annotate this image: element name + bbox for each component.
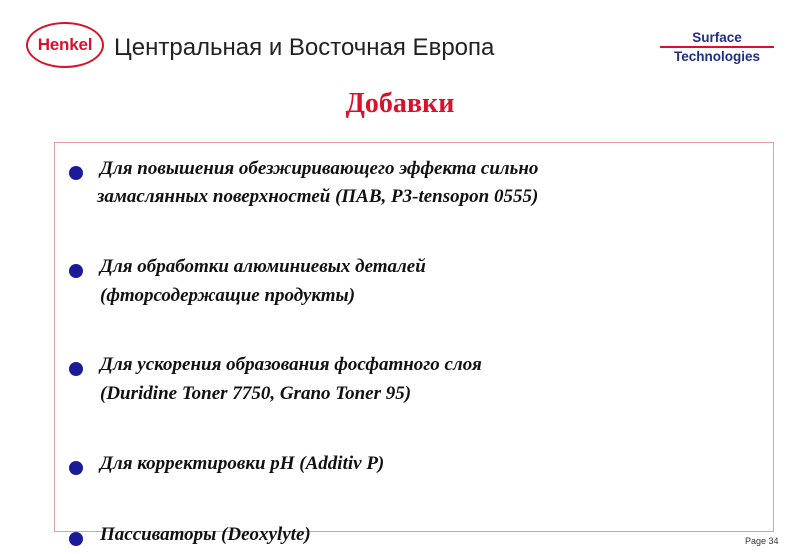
logo-text: Henkel	[37, 35, 93, 54]
bullet-dot	[69, 461, 83, 475]
bullet-text-line: Для повышения обезжиривающего эффекта сильно	[100, 158, 539, 179]
bullet-dot	[69, 362, 83, 376]
henkel-logo	[26, 22, 104, 68]
bullet-dot	[69, 264, 83, 278]
bullet-text-line: Пассиваторы (Deoxylyte)	[100, 524, 311, 545]
bullet-text-line: Для ускорения образования фосфатного слоя	[100, 354, 482, 375]
brand-line1: Surface	[692, 30, 742, 45]
bullet-text-line: (фторсодержащие продукты)	[100, 285, 356, 306]
bullet-dot	[69, 166, 83, 180]
bullet-text-line: Для обработки алюминиевых деталей	[100, 256, 426, 277]
surface-technologies-logo	[652, 30, 782, 65]
bullet-text-line: Для корректировки pH (Additiv P)	[100, 453, 385, 474]
bullet-dot	[69, 532, 83, 546]
bullet-text-line: замаслянных поверхностей (ПАВ, P3-tensopon 0555)	[97, 186, 539, 207]
slide-title: Добавки	[345, 88, 455, 119]
brand-line2: Technologies	[673, 48, 760, 64]
header-title: Центральная и Восточная Европа	[114, 34, 495, 61]
bullet-text-line: (Duridine Toner 7750, Grano Toner 95)	[100, 383, 412, 404]
page-number: Page 34	[745, 536, 779, 546]
